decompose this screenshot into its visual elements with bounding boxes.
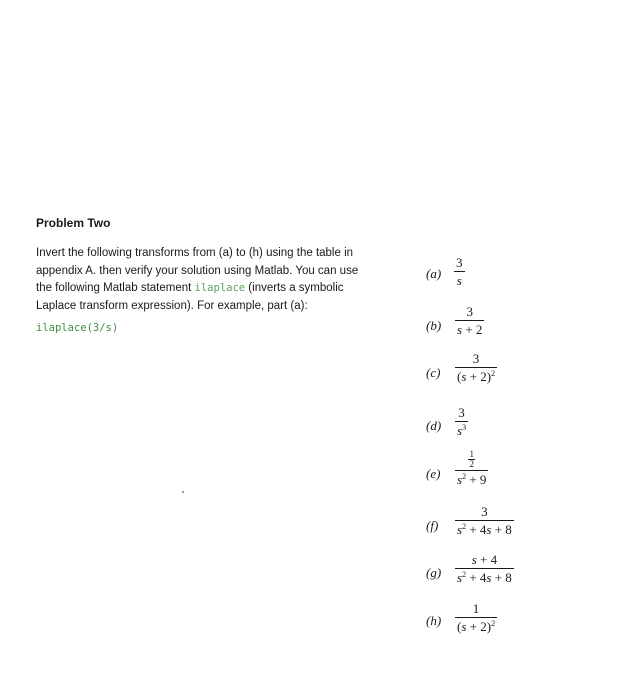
denominator-a: s — [454, 271, 465, 288]
fraction-e — [455, 450, 488, 487]
instruction-line-3-end: (inverts a symbolic — [245, 282, 344, 294]
fraction-b — [455, 305, 484, 337]
label-c: (c) — [426, 365, 441, 380]
numerator-e — [455, 450, 488, 470]
instruction-line-3 — [36, 280, 408, 298]
label-b: (b) — [426, 318, 442, 333]
problem-title: Problem Two — [36, 216, 111, 230]
numerator-a: 3 — [456, 255, 463, 270]
numerator-e-half: $\frac{1}{2}$ — [469, 449, 474, 469]
denominator-f: $s^2 + 4s + 8$ — [457, 522, 512, 537]
denominator-e: $s^2 + 9$ — [457, 472, 487, 487]
instruction-line-1: Invert the following transforms from (a) to (h) using the table in — [36, 247, 354, 259]
numerator-h: 1 — [472, 601, 480, 616]
instruction-line-3-start: the following Matlab statement — [36, 282, 195, 294]
fraction-g — [455, 553, 514, 585]
numerator-f: 3 — [481, 504, 488, 519]
denominator-d: $s^3$ — [457, 423, 467, 438]
example-code: ilaplace(3/s) — [36, 322, 119, 334]
denominator-b: s + 2 — [457, 322, 483, 337]
label-d: (d) — [426, 418, 442, 433]
stray-dot — [182, 491, 184, 493]
numerator-c: 3 — [472, 351, 480, 366]
label-h: (h) — [426, 613, 442, 628]
label-f: (f) — [426, 518, 439, 533]
denominator-c: $(s + 2)^2$ — [457, 369, 496, 384]
label-g: (g) — [426, 565, 442, 580]
instruction-line-4: Laplace transform expression). For example, part (a): — [36, 299, 308, 312]
fraction-d — [455, 406, 468, 438]
inline-code-ilaplace: ilaplace — [194, 282, 246, 294]
label-a: (a) — [426, 266, 442, 281]
numerator-d: 3 — [458, 405, 465, 420]
label-e: (e) — [426, 466, 441, 481]
problem-instructions — [36, 245, 408, 315]
numerator-g: s + 4 — [471, 552, 498, 567]
instruction-line-2: appendix A. then verify your solution using Matlab. You can use — [36, 264, 359, 277]
fraction-c — [455, 352, 497, 384]
numerator-b: 3 — [466, 304, 473, 319]
denominator-h: $(s + 2)^2$ — [457, 619, 496, 634]
fraction-h — [455, 602, 497, 634]
denominator-g: $s^2 + 4s + 8$ — [457, 570, 512, 585]
fraction-a — [454, 256, 465, 288]
fraction-f — [455, 505, 514, 537]
